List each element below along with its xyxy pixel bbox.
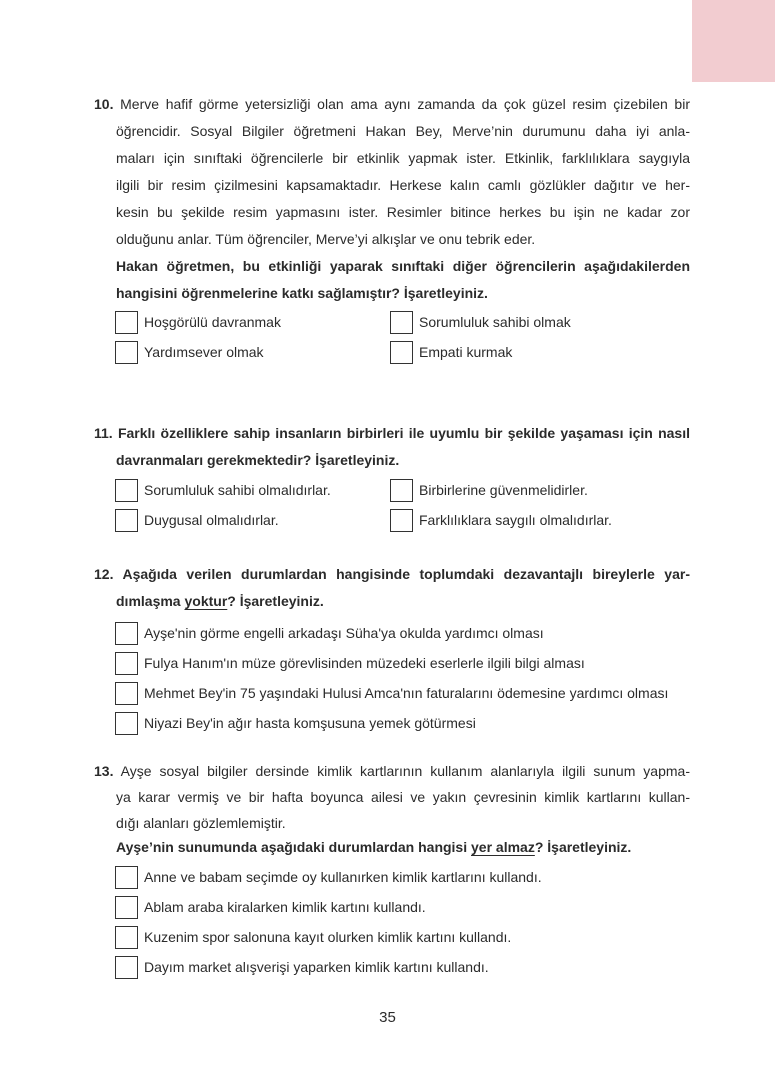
q10-option-c[interactable]: Yardımsever olmak <box>115 339 264 365</box>
q12-option-d[interactable]: Niyazi Bey'in ağır hasta komşusuna yemek götürmesi <box>115 710 690 736</box>
q13-option-d[interactable]: Dayım market alışverişi yaparken kimlik kartını kullandı. <box>115 954 690 980</box>
q11-option-b[interactable]: Birbirlerine güvenmelidirler. <box>390 477 588 503</box>
q12-question-line-2: dımlaşma yoktur? İşaretleyiniz. <box>116 593 324 609</box>
q13-option-b[interactable]: Ablam araba kiralarken kimlik kartını kullandı. <box>115 894 690 920</box>
q10-option-a[interactable]: Hoşgörülü davranmak <box>115 309 281 335</box>
q13-option-c[interactable]: Kuzenim spor salonuna kayıt olurken kimlik kartını kullandı. <box>115 924 690 950</box>
question-12 <box>94 561 690 740</box>
q10-question-line-2: hangisini öğrenmelerine katkı sağlamıştır? İşaretleyiniz. <box>116 285 488 301</box>
q10-option-d[interactable]: Empati kurmak <box>390 339 512 365</box>
checkbox[interactable] <box>390 509 413 532</box>
checkbox[interactable] <box>115 652 138 675</box>
question-13 <box>94 758 690 984</box>
q11-question-line-2: davranmaları gerekmektedir? İşaretleyiniz. <box>116 452 400 468</box>
checkbox[interactable] <box>115 866 138 889</box>
question-11 <box>94 420 690 537</box>
q13-number: 13. <box>94 763 114 779</box>
q11-option-c[interactable]: Duygusal olmalıdırlar. <box>115 507 279 533</box>
q13-option-a[interactable]: Anne ve babam seçimde oy kullanırken kimlik kartlarını kullandı. <box>115 864 690 890</box>
checkbox[interactable] <box>390 341 413 364</box>
q10-question-line-1: Hakan öğretmen, bu etkinliği yaparak sınıftaki diğer öğrencilerin aşağıdakilerden <box>116 258 690 274</box>
checkbox[interactable] <box>390 479 413 502</box>
q11-option-d[interactable]: Farklılıklara saygılı olmalıdırlar. <box>390 507 612 533</box>
question-10 <box>94 91 690 369</box>
checkbox[interactable] <box>115 341 138 364</box>
q10-line-4: ilgili bir resim çizilmesini kapsamaktadır. Herkese kalın camlı gözlükler dağıtır ve her- <box>116 177 690 193</box>
q13-line-2: ya karar vermiş ve bir hafta boyunca ailesi ve yakın çevresinin kimlik kartlarını kullan- <box>116 789 690 805</box>
q12-option-a[interactable]: Ayşe'nin görme engelli arkadaşı Süha'ya okulda yardımcı olması <box>115 620 690 646</box>
q11-options <box>94 477 690 537</box>
checkbox[interactable] <box>115 509 138 532</box>
checkbox[interactable] <box>115 311 138 334</box>
corner-color-tab <box>692 0 775 82</box>
q13-line-1: 13. Ayşe sosyal bilgiler dersinde kimlik kartlarının kullanım alanlarıyla ilgili sunum yapma- <box>94 763 690 779</box>
q13-question-line: Ayşe’nin sunumunda aşağıdaki durumlardan hangisi yer almaz? İşaretleyiniz. <box>116 839 632 855</box>
checkbox[interactable] <box>115 479 138 502</box>
q12-option-b[interactable]: Fulya Hanım'ın müze görevlisinden müzedeki eserlerle ilgili bilgi alması <box>115 650 690 676</box>
q10-options <box>94 309 690 369</box>
q12-option-c[interactable]: Mehmet Bey'in 75 yaşındaki Hulusi Amca'nın faturalarını ödemesine yardımcı olması <box>115 680 690 706</box>
checkbox[interactable] <box>115 896 138 919</box>
q10-line-2: öğrencidir. Sosyal Bilgiler öğretmeni Hakan Bey, Merve’nin durumunu daha iyi anla- <box>116 123 690 139</box>
q12-options <box>94 620 690 736</box>
checkbox[interactable] <box>115 926 138 949</box>
q12-number: 12. <box>94 566 114 582</box>
q10-line-5: kesin bu şekilde resim yapmasını ister. Resimler bitince herkes bu işin ne kadar zor <box>116 204 690 220</box>
q12-question-line-1: 12. Aşağıda verilen durumlardan hangisinde toplumdaki dezavantajlı bireylerle yar- <box>94 566 690 582</box>
q10-line-6: olduğunu anlar. Tüm öğrenciler, Merve’yi alkışlar ve onu tebrik eder. <box>116 231 536 247</box>
q13-line-3: dığı alanları gözlemlemiştir. <box>116 815 286 831</box>
q11-number: 11. <box>94 425 113 441</box>
q10-number: 10. <box>94 96 114 112</box>
q10-option-b[interactable]: Sorumluluk sahibi olmak <box>390 309 571 335</box>
checkbox[interactable] <box>115 682 138 705</box>
q11-question-line-1: 11. Farklı özelliklere sahip insanların birbirleri ile uyumlu bir şekilde yaşaması için nasıl <box>94 425 690 441</box>
q10-line-3: maları için sınıftaki öğrencilerle bir etkinlik yapmak ister. Etkinlik, farklılıklara saygıyla <box>116 150 690 166</box>
checkbox[interactable] <box>115 956 138 979</box>
q11-option-a[interactable]: Sorumluluk sahibi olmalıdırlar. <box>115 477 331 503</box>
checkbox[interactable] <box>390 311 413 334</box>
checkbox[interactable] <box>115 622 138 645</box>
page-number: 35 <box>379 1009 396 1026</box>
q13-options <box>94 864 690 980</box>
q10-line-1: 10. Merve hafif görme yetersizliği olan ama aynı zamanda da çok güzel resim çizebilen bir <box>94 96 690 112</box>
checkbox[interactable] <box>115 712 138 735</box>
